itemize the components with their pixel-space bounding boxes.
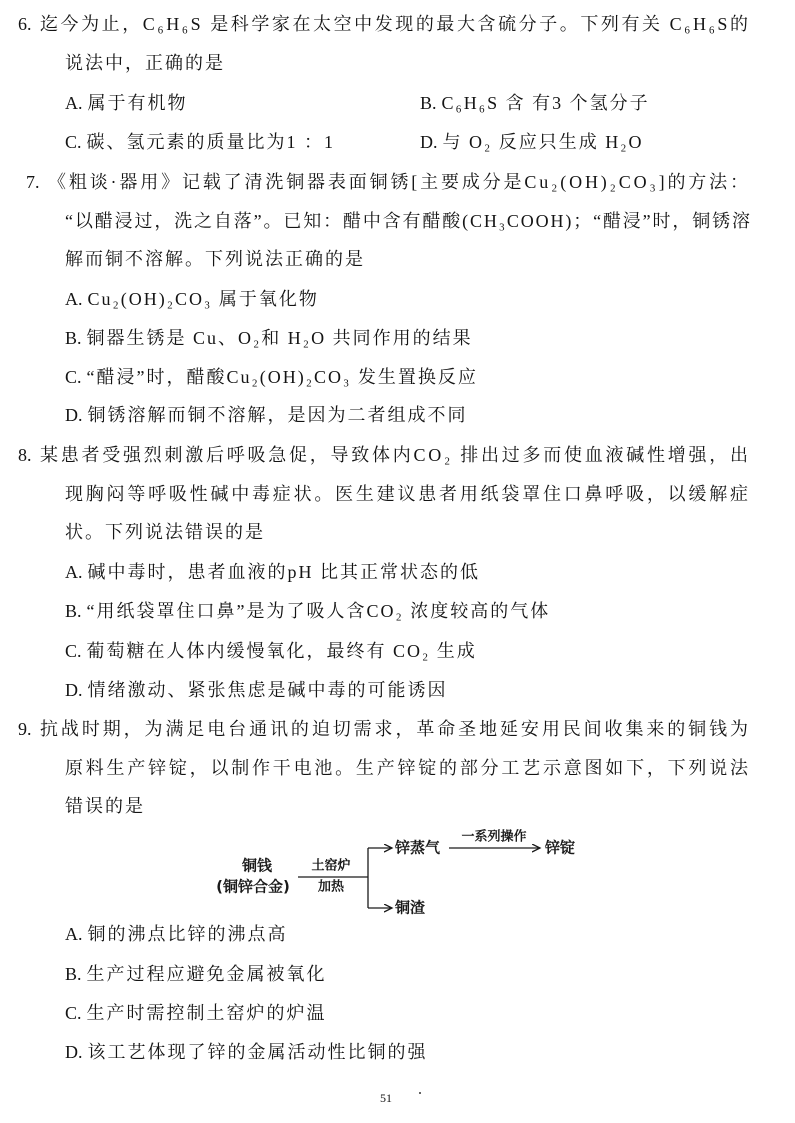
option-letter: D. bbox=[65, 680, 83, 700]
question-9-option-b bbox=[65, 962, 327, 986]
question-9-stem-line-2: 原料生产锌锭，以制作干电池。生产锌锭的部分工艺示意图如下，下列说法 bbox=[65, 758, 751, 778]
option-letter: D. bbox=[65, 405, 83, 425]
question-6-stem-line-2: 说法中，正确的是 bbox=[65, 53, 225, 73]
option-letter: A. bbox=[65, 924, 83, 944]
option-letter: B. bbox=[65, 328, 82, 348]
option-letter: B. bbox=[65, 601, 82, 621]
question-7-number: 7. bbox=[26, 172, 40, 192]
option-letter: B. bbox=[65, 964, 82, 984]
question-7-stem-line-1: 《粗谈·器用》记载了清洗铜器表面铜锈[主要成分是Cu₂(OH)₂CO₃]的方法： bbox=[48, 172, 751, 192]
question-9-stem-line-3: 错误的是 bbox=[65, 796, 145, 816]
question-7-option-c bbox=[65, 365, 478, 389]
option-text: 碳、氢元素的质量比为1 ：1 bbox=[86, 132, 336, 152]
question-9-option-a bbox=[65, 922, 288, 946]
question-6-option-b bbox=[420, 91, 650, 115]
question-8-option-b bbox=[65, 599, 550, 623]
question-9-option-c bbox=[65, 1001, 327, 1025]
question-6-option-a bbox=[65, 91, 188, 115]
option-letter: A. bbox=[65, 562, 83, 582]
flow-step-operations: 一系列操作 bbox=[461, 829, 527, 845]
option-letter: C. bbox=[65, 132, 82, 152]
option-text: 碱中毒时，患者血液的pH 比其正常状态的低 bbox=[87, 562, 480, 582]
flow-product-copper-residue: 铜渣 bbox=[395, 898, 426, 917]
question-6-stem-line-1: 迄今为止，C₆H₆S 是科学家在太空中发现的最大含硫分子。下列有关 C₆H₆S的 bbox=[40, 14, 751, 34]
process-flow-diagram bbox=[200, 825, 600, 925]
question-7-stem-line-2: “以醋浸过，洗之自落”。已知：醋中含有醋酸(CH₃COOH)；“醋浸”时，铜锈溶 bbox=[65, 211, 752, 231]
flow-final-product: 锌锭 bbox=[545, 838, 576, 857]
question-7-option-b bbox=[65, 326, 473, 350]
option-text: 铜的沸点比锌的沸点高 bbox=[87, 924, 288, 944]
option-letter: C. bbox=[65, 1003, 82, 1023]
question-8-stem-line-3: 状。下列说法错误的是 bbox=[65, 522, 265, 542]
flow-step-heating: 加热 bbox=[317, 879, 345, 895]
option-text: 该工艺体现了锌的金属活动性比铜的强 bbox=[87, 1042, 428, 1062]
question-6-option-c bbox=[65, 130, 335, 154]
option-text: 葡萄糖在人体内缓慢氧化，最终有 CO₂ 生成 bbox=[86, 641, 477, 661]
flow-step-furnace: 土窑炉 bbox=[311, 858, 351, 874]
flow-source-label: 铜钱 bbox=[241, 856, 273, 875]
flow-product-zinc-vapor: 锌蒸气 bbox=[395, 838, 441, 857]
option-text: “用纸袋罩住口鼻”是为了吸人含CO₂ 浓度较高的气体 bbox=[86, 601, 551, 621]
option-text: 与 O₂ 反应只生成 H₂O bbox=[442, 132, 644, 152]
option-text: 铜锈溶解而铜不溶解，是因为二者组成不同 bbox=[87, 405, 468, 425]
option-text: C₆H₆S 含 有3 个氢分子 bbox=[441, 93, 650, 113]
question-8-option-d bbox=[65, 678, 448, 702]
option-text: 生产时需控制土窑炉的炉温 bbox=[86, 1003, 327, 1023]
question-8-option-c bbox=[65, 639, 477, 663]
option-letter: D. bbox=[65, 1042, 83, 1062]
question-9-option-d bbox=[65, 1040, 428, 1064]
footer-dot bbox=[419, 1092, 421, 1094]
option-letter: C. bbox=[65, 641, 82, 661]
option-text: 属于有机物 bbox=[87, 93, 188, 113]
question-8-stem-line-1: 某患者受强烈刺激后呼吸急促，导致体内CO₂ 排出过多而使血液碱性增强，出 bbox=[40, 445, 751, 465]
question-6-number: 6. bbox=[18, 14, 32, 34]
option-letter: D. bbox=[420, 132, 438, 152]
question-7-option-a bbox=[65, 287, 319, 311]
option-text: Cu₂(OH)₂CO₃ 属于氧化物 bbox=[87, 289, 319, 309]
question-6-option-d bbox=[420, 130, 644, 154]
question-7-stem-line-3: 解而铜不溶解。下列说法正确的是 bbox=[65, 249, 365, 269]
question-8-option-a bbox=[65, 560, 480, 584]
question-7-option-d bbox=[65, 403, 468, 427]
question-9-number: 9. bbox=[18, 719, 32, 739]
page-number: 51 bbox=[380, 1091, 392, 1105]
option-text: 情绪激动、紧张焦虑是碱中毒的可能诱因 bbox=[87, 680, 448, 700]
option-letter: A. bbox=[65, 93, 83, 113]
flow-source-note: (铜锌合金) bbox=[216, 877, 290, 896]
question-9-stem-line-1: 抗战时期，为满足电台通讯的迫切需求，革命圣地延安用民间收集来的铜钱为 bbox=[40, 719, 751, 739]
option-letter: A. bbox=[65, 289, 83, 309]
question-8-stem-line-2: 现胸闷等呼吸性碱中毒症状。医生建议患者用纸袋罩住口鼻呼吸，以缓解症 bbox=[65, 484, 751, 504]
option-letter: B. bbox=[420, 93, 437, 113]
question-8-number: 8. bbox=[18, 445, 32, 465]
option-letter: C. bbox=[65, 367, 82, 387]
option-text: 生产过程应避免金属被氧化 bbox=[86, 964, 327, 984]
option-text: 铜器生锈是 Cu、O₂和 H₂O 共同作用的结果 bbox=[86, 328, 473, 348]
option-text: “醋浸”时，醋酸Cu₂(OH)₂CO₃ 发生置换反应 bbox=[86, 367, 478, 387]
